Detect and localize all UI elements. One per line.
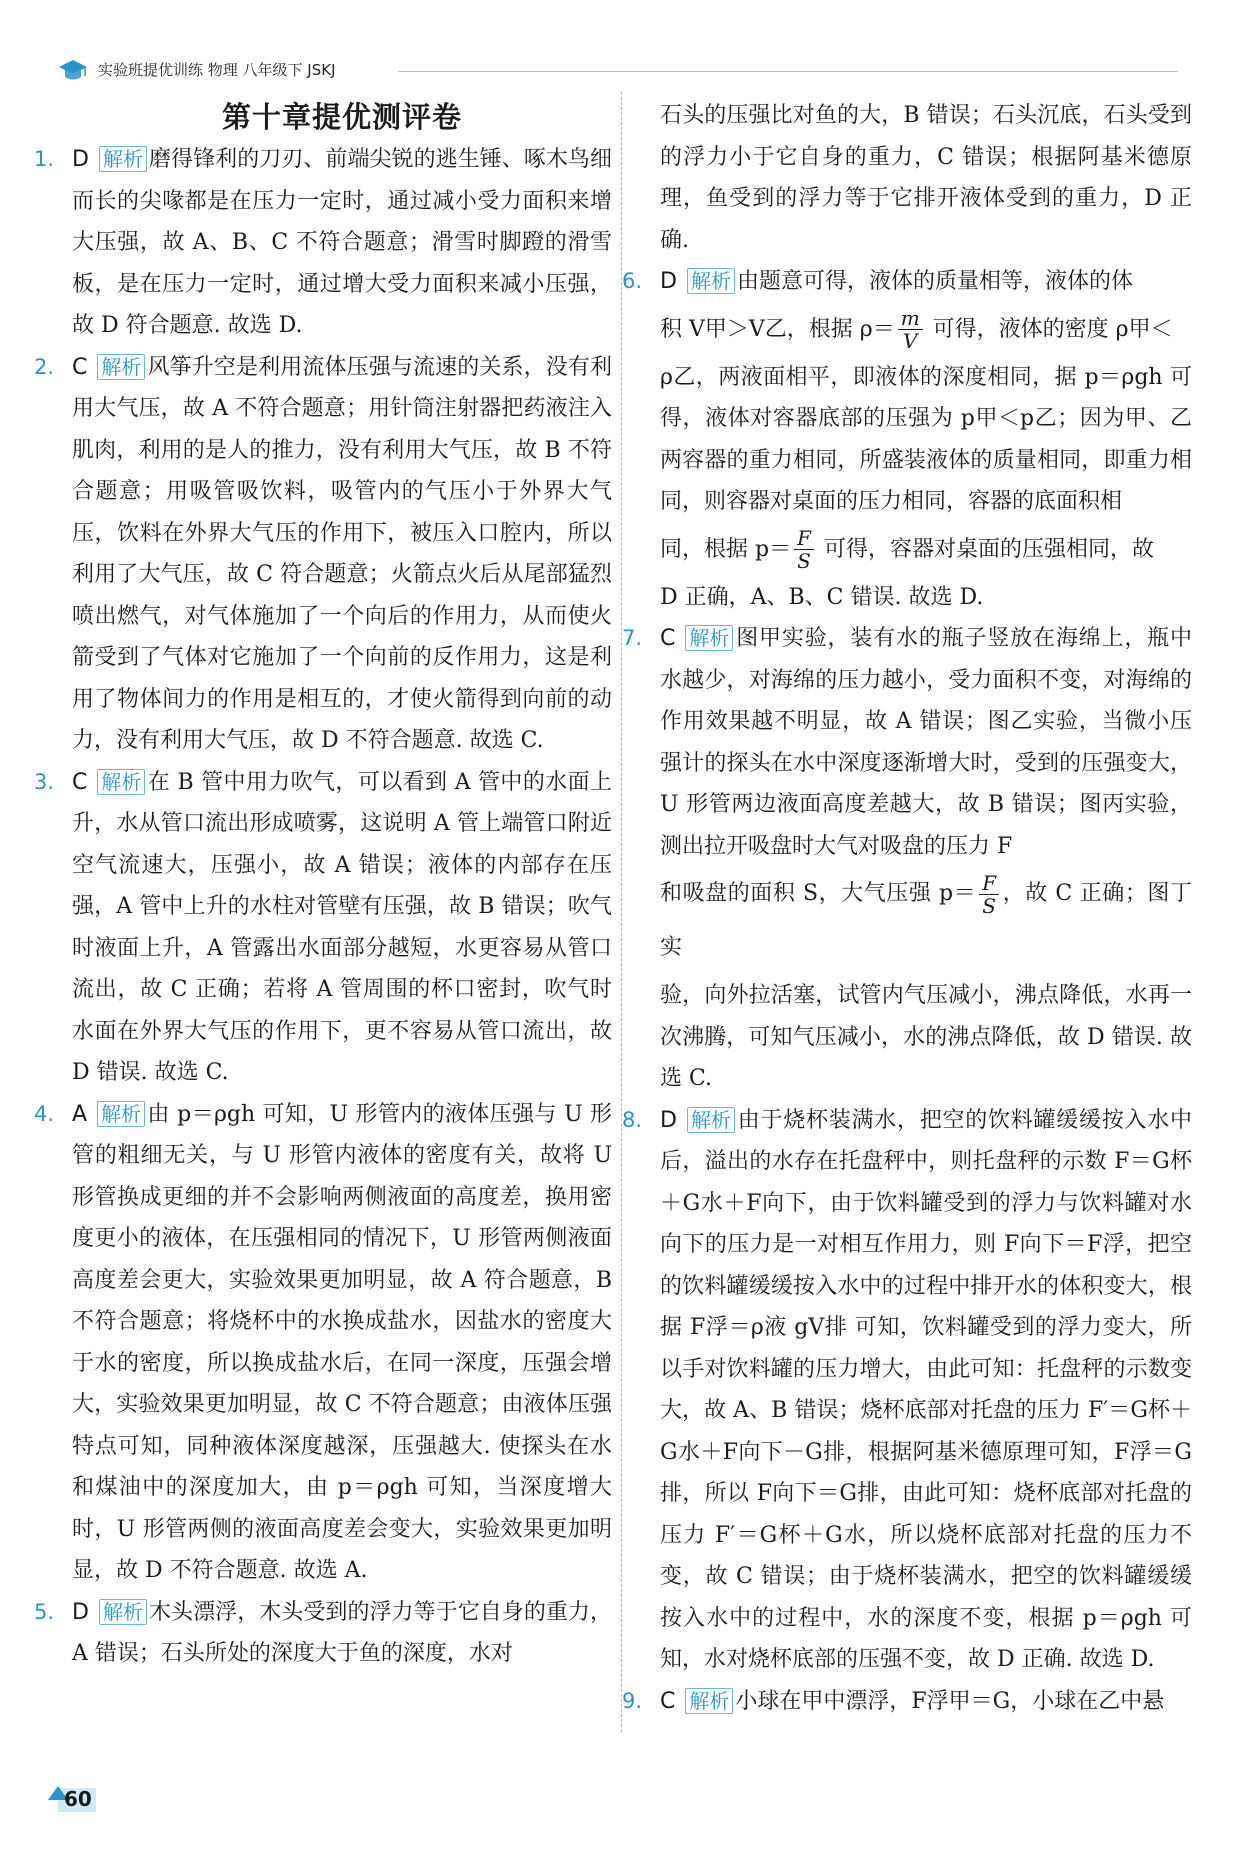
right-column — [622, 95, 1192, 1722]
item-answer: D — [72, 1599, 89, 1625]
fraction-numerator: F — [979, 872, 999, 895]
analysis-tag: 解析 — [687, 1107, 735, 1133]
left-column — [34, 95, 612, 1675]
item-text: 石头的压强比对鱼的大，B 错误；石头沉底，石头受到的浮力小于它自身的重力，C 错误；根据阿基米德原理，鱼受到的浮力等于它排开液体受到的重力，D 正确. — [660, 103, 1192, 253]
item-text: 和吸盘的面积 S，大气压强 p＝ — [660, 881, 977, 906]
fraction-f-over-s — [794, 527, 814, 572]
analysis-tag: 解析 — [97, 1101, 145, 1127]
item-text: 风筝升空是利用流体压强与流速的关系，没有利用大气压，故 A 不符合题意；用针筒注射器把药液注入肌肉，利用的是人的推力，没有利用大气压，故 B 不符合题意；用吸管吸饮料，吸管内的气压小于外界大气压，饮料在外界大气压的作用下，被压入口腔内，所以利用了大气压，故 C 符合题意；火箭点火后从尾部猛烈喷出燃气，对气体施加了一个向后的作用力，从而使火箭受到了气体对它施加了一个向前的反作用力，这是利用了物体间力的作用是相互的，才使火箭得到向前的动力，没有利用大气压，故 D 不符合题意. 故选 C. — [72, 354, 612, 753]
fraction-denominator: V — [902, 329, 918, 353]
item-text: 木头漂浮，木头受到的浮力等于它自身的重力，A 错误；石头所处的深度大于鱼的深度，水对 — [72, 1599, 612, 1666]
formula-line — [660, 303, 1192, 357]
analysis-tag: 解析 — [99, 1599, 147, 1625]
fraction-f-over-s — [979, 872, 999, 917]
graduation-cap-icon — [58, 56, 88, 86]
item-text: 由题意可得，液体的质量相等，液体的体 — [736, 269, 1133, 294]
item-answer: C — [660, 626, 676, 651]
item-answer: A — [72, 1101, 88, 1127]
formula-line — [660, 867, 1192, 975]
item-text: 在 B 管中用力吹气，可以看到 A 管中的水面上升，水从管口流出形成喷雾，这说明 A 管上端管口附近空气流速大，压强小，故 A 错误；液体的内部存在压强，A 管中上升的水柱对管壁有压强，故 B 错误；吹气时液面上升，A 管露出水面部分越短，水更容易从管口流出，故 C 正确；若将 A 管周围的杯口密封，吹气时水面在外界大气压的作用下，更不容易从管口流出，故 D 错误. 故选 C. — [72, 769, 612, 1085]
answer-item-7 — [622, 618, 1192, 1100]
item-answer: D — [660, 269, 677, 294]
analysis-tag: 解析 — [97, 769, 145, 795]
item-number: 3. — [34, 769, 55, 794]
item-answer: C — [72, 769, 88, 795]
item-text: 磨得锋利的刀刃、前端尖锐的逃生锤、啄木鸟细而长的尖喙都是在压力一定时，通过减小受力面积来增大压强，故 A、B、C 不符合题意；滑雪时脚蹬的滑雪板，是在压力一定时，通过增大受力面积来减小压强，故 D 符合题意. 故选 D. — [72, 147, 612, 338]
item-text: ρ乙，两液面相平，即液体的深度相同，据 p＝ρgh 可得，液体对容器底部的压强为 p甲＜p乙；因为甲、乙两容器的重力相同，所盛装液体的质量相同，即重力相同，则容器对桌面的压力相同，容器的底面积相 — [660, 364, 1192, 514]
item-answer: C — [660, 1688, 676, 1714]
answer-item-5 — [34, 1592, 612, 1675]
fraction-denominator: S — [797, 549, 811, 573]
page-number-badge — [48, 1782, 100, 1818]
item-number: 9. — [622, 1688, 643, 1713]
answer-item-9 — [622, 1681, 1192, 1723]
answer-item-6 — [622, 261, 1192, 618]
answer-item-4 — [34, 1094, 612, 1592]
answer-item-2 — [34, 347, 612, 762]
analysis-tag: 解析 — [97, 354, 145, 380]
answer-item-3 — [34, 762, 612, 1094]
item-text: D 正确，A、B、C 错误. 故选 D. — [660, 584, 984, 610]
item-number: 4. — [34, 1101, 55, 1126]
analysis-tag: 解析 — [685, 1688, 733, 1714]
item-answer: D — [72, 147, 89, 172]
item-number: 1. — [34, 147, 55, 171]
item-number: 2. — [34, 354, 55, 379]
answer-item-1 — [34, 139, 612, 347]
chapter-title: 第十章提优测评卷 — [221, 100, 462, 134]
item-number: 5. — [34, 1599, 55, 1624]
fraction-numerator: m — [898, 307, 923, 330]
analysis-tag: 解析 — [685, 625, 733, 651]
analysis-tag: 解析 — [687, 268, 735, 294]
item-answer: C — [72, 354, 88, 380]
fraction-numerator: F — [794, 527, 814, 550]
item-number: 6. — [622, 269, 643, 293]
item-text: 由 p＝ρgh 可知，U 形管内的液体压强与 U 形管的粗细无关，与 U 形管内液体的密度有关，故将 U 形管换成更细的并不会影响两侧液面的高度差，换用密度更小的液体，在压强相同的情况下，U 形管两侧液面高度差会更大，实验效果更加明显，故 A 符合题意，B 不符合题意；将烧杯中的水换成盐水，因盐水的密度大于水的密度，所以换成盐水后，在同一深度，压强会增大，实验效果更加明显，故 C 不符合题意；由液体压强特点可知，同种液体深度越深，压强越大. 使探头在水和煤油中的深度加大，由 p＝ρgh 可知，当深度增大时，U 形管两侧的液面高度差会变大，实验效果更加明显，故 D 不符合题意. 故选 A. — [72, 1101, 612, 1583]
page-number: 60 — [64, 1787, 92, 1811]
item-text: 小球在甲中漂浮，F浮甲＝G，小球在乙中悬 — [735, 1688, 1165, 1714]
item-text: 可得，液体的密度 ρ甲＜ — [925, 316, 1173, 342]
item-number: 7. — [622, 626, 643, 650]
header-title: 实验班提优训练 物理 八年级下 JSKJ — [98, 61, 336, 79]
header-rule — [398, 71, 1178, 72]
item-text: 图甲实验，装有水的瓶子竖放在海绵上，瓶中水越少，对海绵的压力越小，受力面积不变，对海绵的作用效果越不明显，故 A 错误；图乙实验，当微小压强计的探头在水中深度逐渐增大时，受到的压强变大，U 形管两边液面高度差越大，故 B 错误；图丙实验，测出拉开吸盘时大气对吸盘的压力 F — [660, 626, 1192, 859]
item-text: ，故 C 正确；图丁实 — [660, 881, 1192, 960]
item-text: 验，向外拉活塞，试管内气压减小，沸点降低，水再一次沸腾，可知气压减小，水的沸点降低，故 D 错误. 故选 C. — [660, 983, 1192, 1091]
item-answer: D — [660, 1107, 677, 1133]
formula-line — [660, 523, 1192, 577]
item-number: 8. — [622, 1107, 643, 1132]
answer-item-8 — [622, 1100, 1192, 1681]
item-text: 同，根据 p＝ — [660, 536, 792, 562]
item-text: 可得，容器对桌面的压强相同，故 — [816, 536, 1154, 562]
fraction-denominator: S — [982, 893, 996, 918]
answer-item-5-continued — [660, 95, 1192, 261]
fraction-m-over-v — [898, 307, 923, 352]
column-divider — [621, 92, 622, 1732]
item-text: 由于烧杯装满水，把空的饮料罐缓缓按入水中后，溢出的水存在托盘秤中，则托盘秤的示数 F＝G杯＋G水＋F向下，由于饮料罐受到的浮力与饮料罐对水向下的压力是一对相互作用力，则 F向下＝F浮，把空的饮料罐缓缓按入水中的过程中排开水的体积变大，根据 F浮＝ρ液 gV排 可知，饮料罐受到的浮力变大，所以手对饮料罐的压力增大，由此可知：托盘秤的示数变大，故 A、B 错误；烧杯底部对托盘的压力 F′＝G杯＋G水＋F向下－G排，根据阿基米德原理可知，F浮＝G排，所以 F向下＝G排，由此可知：烧杯底部对托盘的压力 F′＝G杯＋G水，所以烧杯底部对托盘的压力不变，故 C 错误；由于烧杯装满水，把空的饮料罐缓缓按入水中的过程中，水的深度不变，根据 p＝ρgh 可知，水对烧杯底部的压强不变，故 D 正确. 故选 D. — [660, 1107, 1192, 1672]
analysis-tag: 解析 — [99, 146, 147, 172]
page-header — [58, 52, 1178, 92]
item-text: 积 V甲＞V乙，根据 ρ＝ — [660, 316, 895, 342]
